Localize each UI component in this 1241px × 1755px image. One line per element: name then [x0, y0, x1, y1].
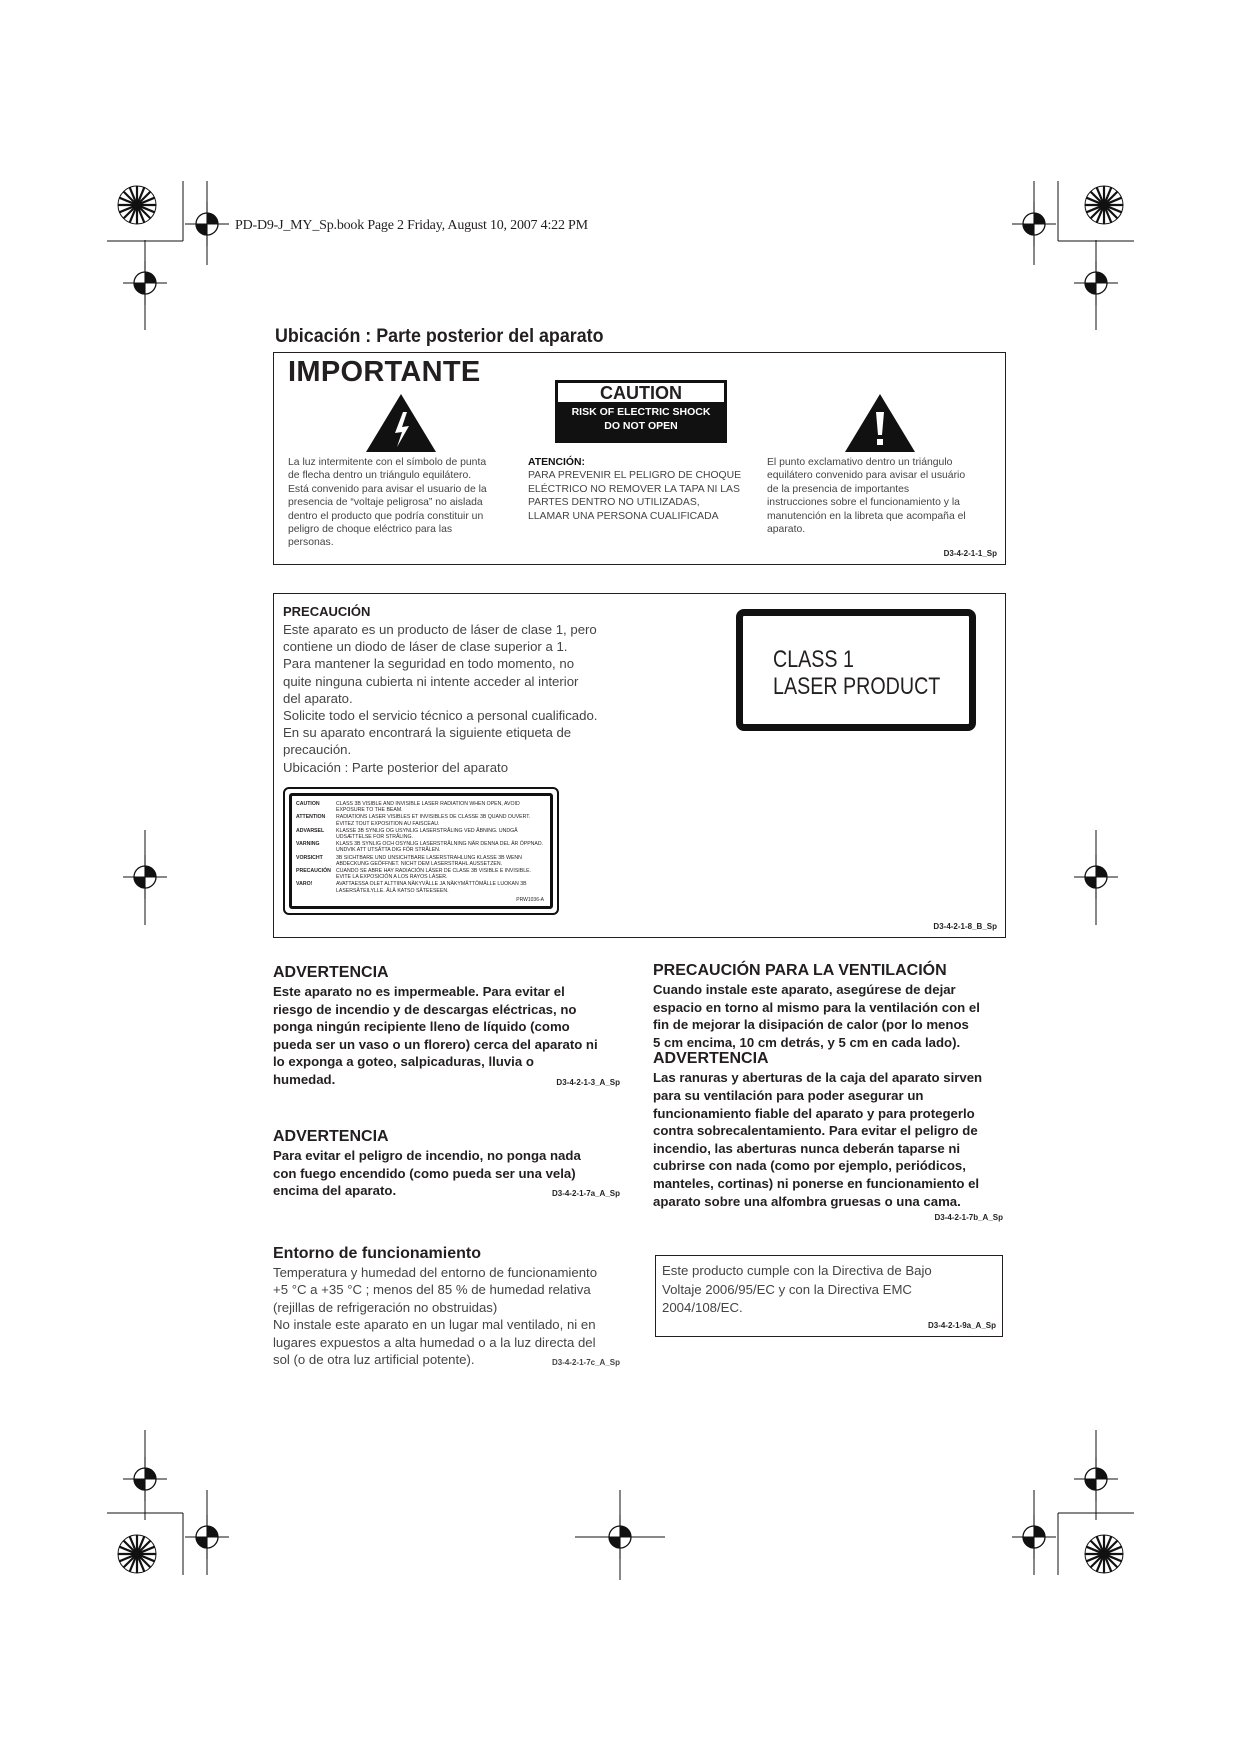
entorno-code: D3-4-2-1-7c_A_Sp — [551, 1358, 620, 1368]
color-target-top-left — [118, 186, 156, 224]
caution-label — [555, 380, 727, 443]
ventilacion-heading: PRECAUCIÓN PARA LA VENTILACIÓN — [653, 962, 947, 979]
laser-warning-label — [283, 787, 559, 915]
label-row — [296, 881, 546, 893]
label-row — [296, 841, 546, 853]
advertencia2-code: D3-4-2-1-7a_A_Sp — [551, 1189, 620, 1199]
label-row-text: CLASS 3B VISIBLE AND INVISIBLE LASER RADIATION WHEN OPEN, AVOID EXPOSURE TO THE BEAM. — [336, 801, 520, 814]
ventilacion-heading2: ADVERTENCIA — [653, 1050, 769, 1068]
label-row-key: VORSICHT — [296, 854, 323, 861]
directiva-text: Este producto cumple con la Directiva de Bajo Voltaje 2006/95/EC y con la Directiva EMC 2004/108/EC. — [662, 1263, 932, 1316]
caution-label-title: CAUTION — [558, 383, 724, 402]
precaucion-heading: PRECAUCIÓN — [283, 604, 371, 619]
label-row-key: VARNING — [296, 841, 320, 848]
label-row — [296, 801, 546, 813]
label-row-text: KLASS 3B SYNLIG OCH OSYNLIG LASERSTRÅLNING NÄR DENNA DEL ÄR ÖPPNAD. UNDVIK ATT UTSÄTTA DIG FÖR STRÅLEN. — [336, 841, 544, 854]
caution-label-line2: DO NOT OPEN — [604, 419, 678, 432]
label-row — [296, 855, 546, 867]
class1-laser-label — [736, 609, 976, 731]
label-row-text: RADIATIONS LASER VISIBLES ET INVISIBLES DE CLASSE 3B QUAND OUVERT. ÉVITEZ TOUT EXPOSITION AU FAISCEAU. — [336, 814, 531, 827]
label-row-key: ATTENTION — [296, 814, 326, 821]
importante-col3: El punto exclamativo dentro un triángulo equilátero convenido para avisar el usuário de la presencia de importantes instrucciones sobre el funcionamiento y la manutención en la libreta que acompaña el aparato. — [767, 457, 966, 536]
importante-code: D3-4-2-1-1_Sp — [943, 549, 997, 558]
file-info-header: PD-D9-J_MY_Sp.book Page 2 Friday, August 10, 2007 4:22 PM — [235, 218, 588, 233]
label-row-text: AVATTAESSA OLET ALTTIINA NÄKYVÄLLE JA NÄKYMÄTTÖMÄLLE LUOKAN 3B LASERSÄTEILYLLE. ÄLÄ KATSO SÄTEESEEN. — [336, 881, 527, 894]
advertencia2-text: Para evitar el peligro de incendio, no ponga nada con fuego encendido (como pueda ser una vela) encima del aparato. D3-4-2-1-7a_A_Sp — [273, 1147, 620, 1200]
class1-line1: CLASS 1 — [773, 646, 854, 673]
lightning-warning-icon — [364, 392, 438, 454]
label-row — [296, 828, 546, 840]
ventilacion-text2: Las ranuras y aberturas de la caja del aparato sirven para su ventilación para poder asegurar un funcionamiento fiable del aparato y para protegerlo contra sobrecalentamiento. Para evitar el peligro de incendio, las aberturas nunca deberán taparse ni cubrirse con nada (como por ejemplo, periódicos, manteles, cortinas) ni ponerse en funcionamiento el aparato sobre una alfombra gruesas o una cama. — [653, 1070, 983, 1209]
label-row-key: PRECAUCIÓN — [296, 868, 331, 875]
location-title: Ubicación : Parte posterior del aparato — [275, 326, 604, 347]
advertencia2-section — [273, 1128, 620, 1200]
color-target-bottom-left — [118, 1535, 156, 1573]
importante-title: IMPORTANTE — [288, 356, 481, 388]
label-row-key: VARO! — [296, 881, 313, 888]
label-part-no: PRW1036-A — [516, 897, 544, 903]
directiva-code: D3-4-2-1-9a_A_Sp — [927, 1321, 996, 1330]
label-row-text: CUANDO SE ABRE HAY RADIACIÓN LÁSER DE CLASE 3B VISIBLE E INVISIBLE. EVITE LA EXPOSICIÓN A LOS RAYOS LÁSER. — [336, 868, 531, 881]
precaucion-code: D3-4-2-1-8_B_Sp — [933, 922, 997, 931]
label-row-text: KLASSE 3B SYNLIG OG USYNLIG LASERSTRÅLING VED ÅBNING. UNDGÅ UDSÆTTELSE FOR STRÅLING. — [336, 827, 518, 841]
label-row-key: CAUTION — [296, 801, 320, 807]
importante-col2: ATENCIÓN: PARA PREVENIR EL PELIGRO DE CHOQUE ELÉCTRICO NO REMOVER LA TAPA NI LAS PARTES DENTRO NO UTILIZADAS, LLAMAR UNA PERSONA CUALIFICADA — [528, 457, 742, 522]
precaucion-text: Este aparato es un producto de láser de clase 1, pero contiene un diodo de láser de clase superior a 1. Para mantener la seguridad en todo momento, no quite ninguna cubierta ni intente acceder al interior del aparato. Solicite todo el servicio técnico a personal cualificado. En su aparato encontrará la siguiente etiqueta de precaución. Ubicación : Parte posterior del aparato — [283, 622, 598, 775]
caution-label-line1: RISK OF ELECTRIC SHOCK — [571, 406, 711, 418]
importante-box — [273, 352, 1006, 565]
advertencia1-section — [273, 964, 620, 1089]
advertencia1-heading: ADVERTENCIA — [273, 964, 389, 981]
label-row — [296, 868, 546, 880]
directiva-box — [655, 1255, 1003, 1337]
exclamation-warning-icon — [843, 392, 917, 454]
ventilacion-section — [653, 962, 1003, 1222]
entorno-heading: Entorno de funcionamiento — [273, 1245, 481, 1262]
class1-line2: LASER PRODUCT — [773, 673, 941, 700]
label-row — [296, 814, 546, 826]
advertencia1-text: Este aparato no es impermeable. Para evitar el riesgo de incendio y de descargas eléctricas, no ponga ningún recipiente lleno de líquido (como pueda ser un vaso o un florero) cerca del aparato ni lo exponga a goteo, salpicaduras, lluvia o humedad. D3-4-2-1-3_A_Sp — [273, 983, 620, 1089]
advertencia2-heading: ADVERTENCIA — [273, 1128, 389, 1145]
color-target-top-right — [1085, 186, 1123, 224]
advertencia1-code: D3-4-2-1-3_A_Sp — [556, 1077, 620, 1087]
importante-col1: La luz intermitente con el símbolo de punta de flecha dentro un triángulo equilátero. Está convenido para avisar el usuario de la presencia de “voltaje peligrosa” no aislada dentro el producto que podría constituir un peligro de choque eléctrico para las personas. — [288, 457, 487, 549]
ventilacion-text: Cuando instale este aparato, asegúrese de dejar espacio en torno al mismo para la ventilación con el fin de mejorar la disipación de calor (por lo menos 5 cm encima, 10 cm detrás, y 5 cm en cada lado). — [653, 982, 980, 1050]
color-target-bottom-right — [1085, 1535, 1123, 1573]
precaucion-box — [273, 593, 1006, 938]
label-row-key: ADVARSEL — [296, 827, 325, 834]
label-row-text: 3B SICHTBARE UND UNSICHTBARE LASERSTRAHLUNG KLASSE 3B WENN ABDECKUNG GEÖFFNET. NICHT DEM LASERSTRAHL AUSSETZEN. — [336, 854, 522, 867]
entorno-text: Temperatura y humedad del entorno de funcionamiento +5 °C a +35 °C ; menos del 85 % de humedad relativa (rejillas de refrigeración no obstruidas) No instale este aparato en un lugar mal ventilado, ni en lugares expuestos a alta humedad o a la luz directa del sol (o de otra luz artificial potente). D3-4-2-1-7c_A_Sp — [273, 1264, 620, 1368]
entorno-section — [273, 1245, 620, 1368]
ventilacion-code: D3-4-2-1-7b_A_Sp — [934, 1213, 1003, 1223]
